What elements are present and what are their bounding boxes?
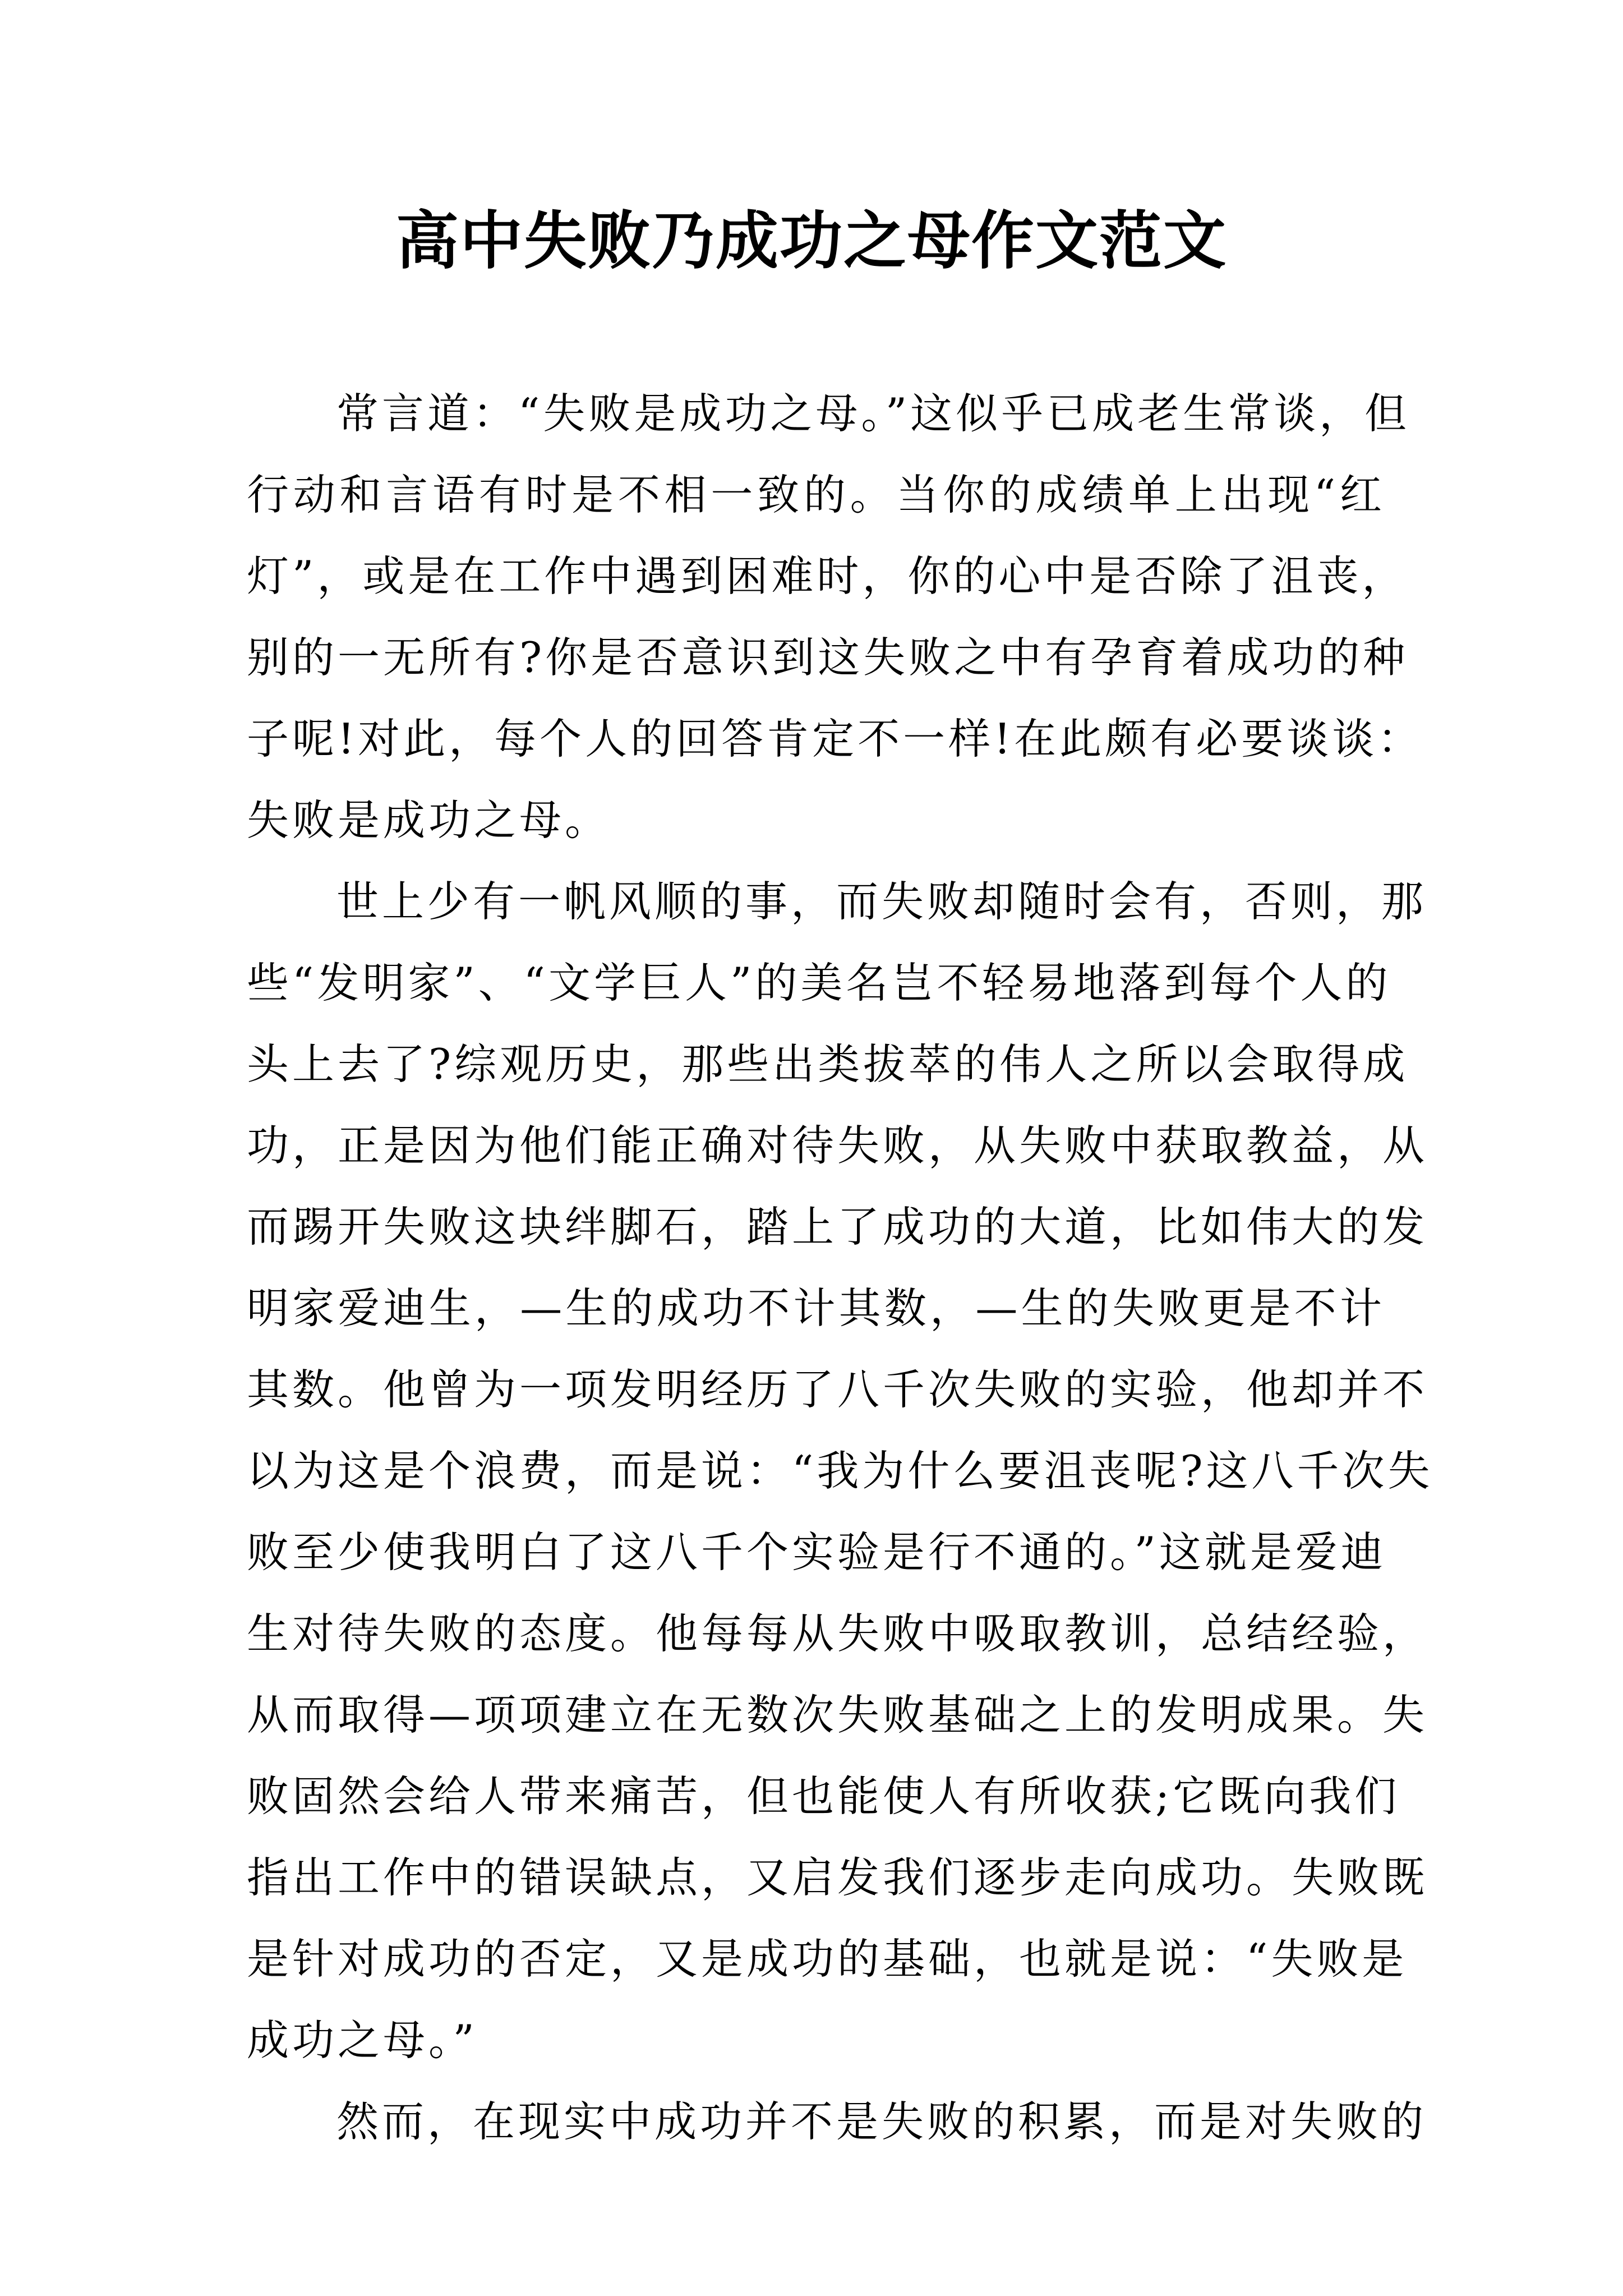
text-line: 指出工作中的错误缺点，又启发我们逐步走向成功。失败既 (247, 1853, 1428, 1902)
text-line: 子呢!对此，每个人的回答肯定不一样!在此颇有必要谈谈： (247, 714, 1423, 763)
text-line: 头上去了?综观历史，那些出类拔萃的伟人之所以会取得成 (247, 1039, 1409, 1089)
text-line: 而踢开失败这块绊脚石，踏上了成功的大道，比如伟大的发 (247, 1202, 1428, 1251)
text-line: 败固然会给人带来痛苦，但也能使人有所收获;它既向我们 (247, 1772, 1400, 1821)
text-line: 些“发明家”、“文学巨人”的美名岂不轻易地落到每个人的 (247, 958, 1391, 1007)
text-line: 以为这是个浪费，而是说：“我为什么要沮丧呢?这八千次失 (247, 1446, 1433, 1496)
text-line: 败至少使我明白了这八千个实验是行不通的。”这就是爱迪 (247, 1527, 1386, 1577)
text-line: 生对待失败的态度。他每每从失败中吸取教训，总结经验， (247, 1609, 1428, 1658)
text-line: 世上少有一帆风顺的事，而失败却随时会有，否则，那 (336, 877, 1427, 926)
text-line: 然而，在现实中成功并不是失败的积累，而是对失败的 (336, 2097, 1427, 2146)
text-line: 成功之母。” (247, 2016, 478, 2065)
text-line: 别的一无所有?你是否意识到这失败之中有孕育着成功的种 (247, 633, 1409, 682)
document-body (247, 373, 1433, 2162)
text-line: 失败是成功之母。 (247, 795, 611, 845)
text-line: 功，正是因为他们能正确对待失败，从失败中获取教益，从 (247, 1121, 1428, 1170)
text-line: 常言道：“失败是成功之母。”这似乎已成老生常谈，但 (336, 389, 1410, 438)
text-line: 行动和言语有时是不相一致的。当你的成绩单上出现“红 (247, 470, 1385, 519)
text-line: 其数。他曾为一项发明经历了八千次失败的实验，他却并不 (247, 1365, 1428, 1414)
document-title: 高中失败乃成功之母作文范文 (396, 204, 1227, 278)
text-line: 灯”，或是在工作中遇到困难时，你的心中是否除了沮丧， (247, 551, 1408, 601)
text-line: 从而取得—项项建立在无数次失败基础之上的发明成果。失 (247, 1690, 1428, 1740)
text-line: 明家爱迪生，—生的成功不计其数，—生的失败更是不计 (247, 1283, 1385, 1333)
text-line: 是针对成功的否定，又是成功的基础，也就是说：“失败是 (247, 1934, 1408, 1984)
